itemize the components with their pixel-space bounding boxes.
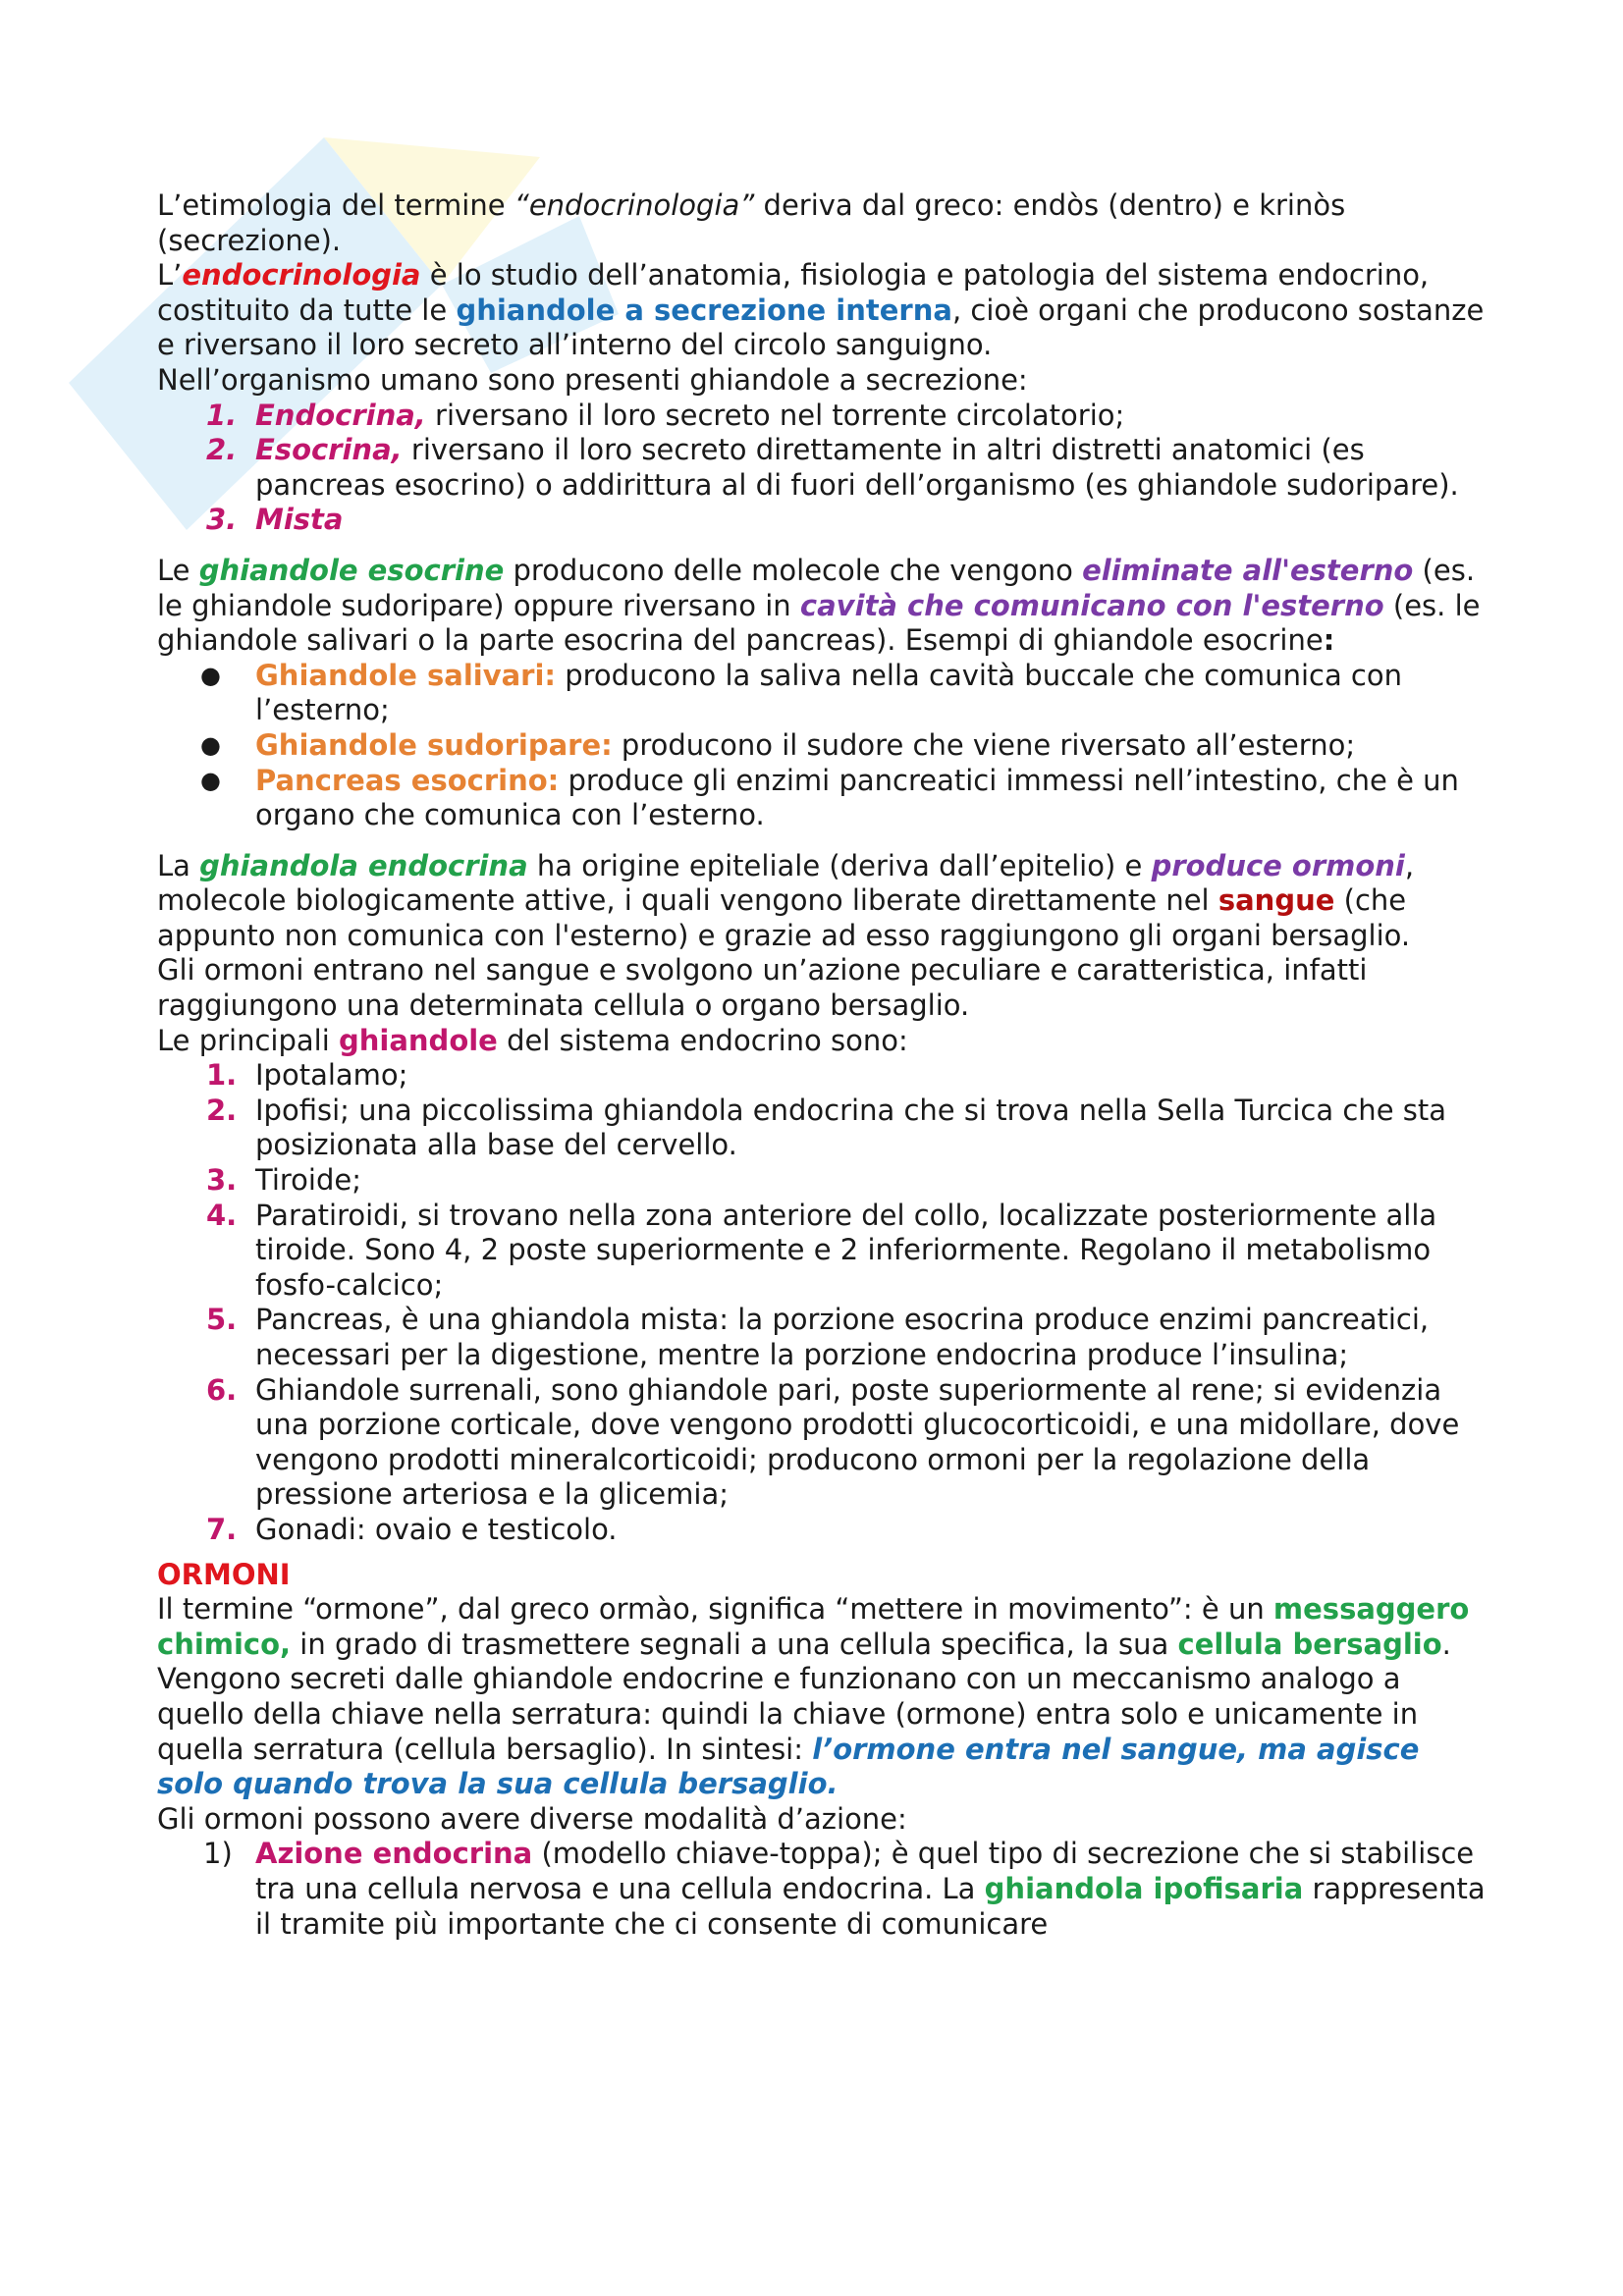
paragraph-main-glands: Le principali ghiandole del sistema endocrino sono: — [157, 1023, 908, 1057]
document-page — [157, 188, 1492, 1942]
term-endocrinologia-quoted: “endocrinologia” — [514, 188, 755, 222]
paragraph-hormones-blood: Gli ormoni entrano nel sangue e svolgono un’azione peculiare e caratteristica, infatti raggiungono una determinata cellula o organo bersaglio. — [157, 953, 1368, 1023]
bullet-icon: ● — [200, 766, 221, 794]
paragraph-definition: L’endocrinologia è lo studio dell’anatomia, fisiologia e patologia del sistema endocrino, costituito da tutte le ghiandole a secrezione interna, cioè organi che producono sostanze e riversano il loro secreto all’interno del circolo sanguigno. — [157, 258, 1485, 362]
term-endocrinologia: endocrinologia — [182, 258, 421, 293]
list-action-modalities — [157, 1837, 1492, 1942]
list-item: 2. Esocrina, riversano il loro secreto direttamente in altri distretti anatomici (es pancreas esocrino) o addirittura al di fuori dell’organismo (es ghiandole sudoripare). — [206, 433, 1459, 502]
paragraph-etymology: L’etimologia del termine “endocrinologia” deriva dal greco: endòs (dentro) e krinòs (secrezione). — [157, 188, 1346, 257]
paragraph-exocrine: Le ghiandole esocrine producono delle molecole che vengono eliminate all'esterno (es. le ghiandole sudoripare) oppure riversano in cavità che comunicano con l'esterno (es. le ghiandole salivari o la parte esocrina del pancreas). Esempi di ghiandole esocrine: — [157, 553, 1481, 658]
paragraph-key-lock: Vengono secreti dalle ghiandole endocrine e funzionano con un meccanismo analogo a quello della chiave nella serratura: quindi la chiave (ormone) entra solo e unicamente in quella serratura (cellula bersaglio). In sintesi: l’ormone entra nel sangue, ma agisce solo quando trova la sua cellula bersaglio. — [157, 1662, 1420, 1801]
bullet-icon: ● — [200, 730, 221, 759]
list-item: 2. Ipofisi; una piccolissima ghiandola endocrina che si trova nella Sella Turcica che sta posizionata alla base del cervello. — [206, 1093, 1447, 1162]
list-item: 1. Endocrina, riversano il loro secreto nel torrente circolatorio; — [206, 398, 1125, 432]
section-heading-ormoni: ORMONI — [157, 1557, 291, 1591]
list-item: ● Ghiandole sudoripare: producono il sudore che viene riversato all’esterno; — [200, 727, 1356, 762]
list-item: 5. Pancreas, è una ghiandola mista: la porzione esocrina produce enzimi pancreatici, necessari per la digestione, mentre la porzione endocrina produce l’insulina; — [206, 1303, 1430, 1371]
list-main-glands — [157, 1058, 1492, 1547]
list-exocrine-examples — [157, 659, 1492, 833]
list-item: 6. Ghiandole surrenali, sono ghiandole pari, poste superiormente al rene; si evidenzia una porzione corticale, dove vengono prodotti glucocorticoidi, e una midollare, dove vengono prodotti mineralcorticoidi; producono ormoni per la regolazione della pressione arteriosa e la glicemia; — [206, 1372, 1460, 1512]
list-item: 1. Ipotalamo; — [206, 1058, 408, 1093]
paragraph-endocrine: La ghiandola endocrina ha origine epiteliale (deriva dall’epitelio) e produce ormoni, molecole biologicamente attive, i quali vengono liberate direttamente nel sangue (che appunto non comunica con l'esterno) e grazie ad esso raggiungono gli organi bersaglio. — [157, 848, 1415, 952]
paragraph-modalities: Gli ormoni possono avere diverse modalità d’azione: — [157, 1801, 907, 1836]
paragraph-hormone-definition: Il termine “ormone”, dal greco ormào, significa “mettere in movimento”: è un messaggero chimico, in grado di trasmettere segnali a una cellula specifica, la sua cellula bersaglio. — [157, 1592, 1470, 1661]
paragraph-intro-list: Nell’organismo umano sono presenti ghiandole a secrezione: — [157, 362, 1028, 397]
list-item: 3. Mista — [206, 503, 344, 537]
list-item: ● Ghiandole salivari: producono la saliva nella cavità buccale che comunica con l’esterno; — [200, 658, 1403, 727]
list-item: 4. Paratiroidi, si trovano nella zona anteriore del collo, localizzate posteriormente alla tiroide. Sono 4, 2 poste superiormente e 2 inferiormente. Regolano il metabolismo fosfo-calcico; — [206, 1198, 1437, 1302]
bullet-icon: ● — [200, 661, 221, 689]
list-gland-types — [157, 399, 1492, 538]
list-item: 3. Tiroide; — [206, 1163, 361, 1198]
list-item: 1) Azione endocrina (modello chiave-toppa); è quel tipo di secrezione che si stabilisce tra una cellula nervosa e una cellula endocrina. La ghiandola ipofisaria rappresenta il tramite più importante che ci consente di comunicare — [203, 1837, 1486, 1941]
list-item: ● Pancreas esocrino: produce gli enzimi pancreatici immessi nell’intestino, che è un organo che comunica con l’esterno. — [200, 763, 1459, 832]
term-ghiandole-secrezione-interna: ghiandole a secrezione interna — [456, 293, 952, 327]
list-item: 7. Gonadi: ovaio e testicolo. — [206, 1512, 618, 1546]
